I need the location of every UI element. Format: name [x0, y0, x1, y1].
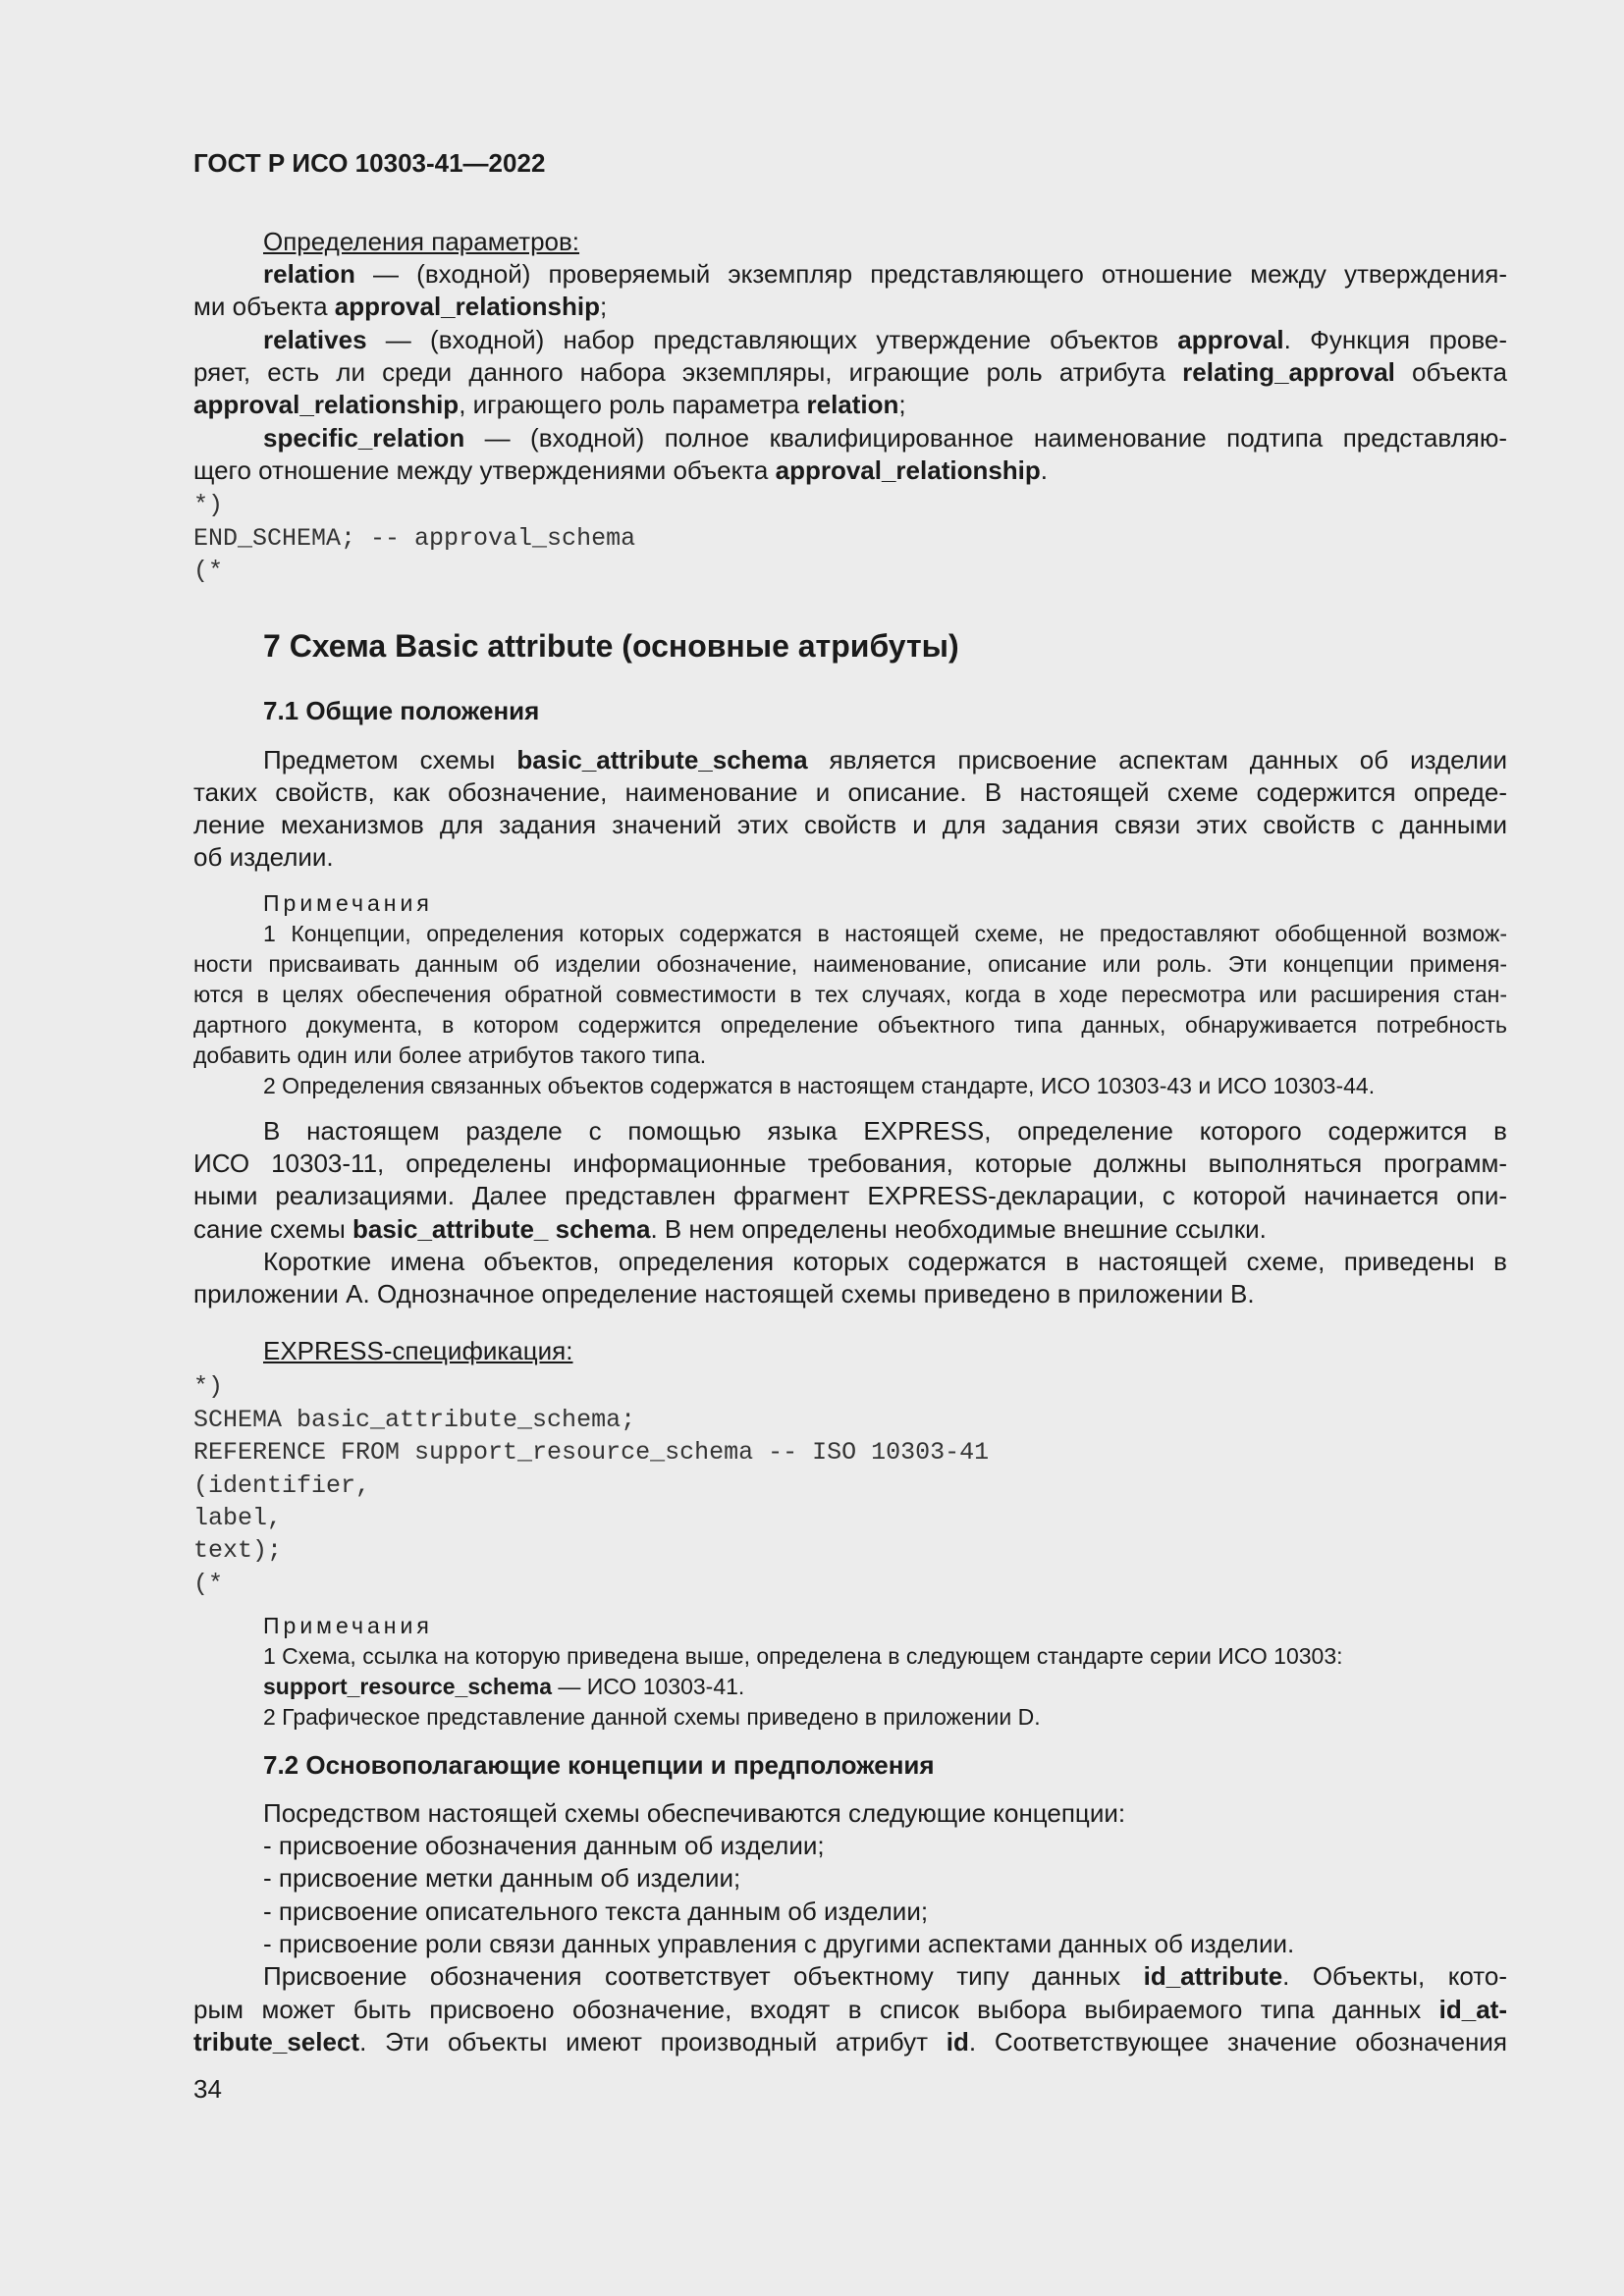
p3-line-2: приложении А. Однозначное определение настоящей схемы приведено в приложении В. [193, 1279, 1255, 1308]
code2-line-1: *) [193, 1372, 224, 1401]
params-title: Определения параметров: [263, 227, 580, 256]
params-line-2: ми объекта approval_relationship; [193, 292, 608, 321]
notes1-line-2: ности присваивать данным об изделии обозначение, наименование, описание или роль. Эти концепции применя- [193, 951, 1507, 977]
code1-line-2: END_SCHEMA; -- approval_schema [193, 524, 636, 553]
p4-line-1: Посредством настоящей схемы обеспечиваются следующие концепции: [263, 1798, 1126, 1828]
p1-line-3: ление механизмов для задания значений этих свойств и для задания связи этих свойств с данными [193, 810, 1507, 839]
notes2-line-3: 2 Графическое представление данной схемы приведено в приложении D. [263, 1704, 1041, 1730]
code2-line-4: (identifier, [193, 1471, 371, 1500]
notes1-line-1: 1 Концепции, определения которых содержатся в настоящей схеме, не предоставляют обобщенной возмож- [263, 921, 1507, 946]
notes2-line-2: support_resource_schema — ИСО 10303-41. [263, 1674, 745, 1699]
params-line-5: approval_relationship, играющего роль параметра relation; [193, 390, 906, 419]
params-line-6: specific_relation — (входной) полное квалифицированное наименование подтипа представляю- [263, 423, 1507, 453]
p1-line-4: об изделии. [193, 842, 334, 872]
code2-line-2: SCHEMA basic_attribute_schema; [193, 1406, 636, 1434]
p2-line-2: ИСО 10303-11, определены информационные требования, которые должны выполняться программ- [193, 1148, 1507, 1178]
p4-list-item-3: - присвоение описательного текста данным об изделии; [263, 1896, 929, 1926]
p5-line-2: рым может быть присвоено обозначение, входят в список выбора выбираемого типа данных id_at- [193, 1995, 1507, 2024]
notes1-line-3: ются в целях обеспечения обратной совместимости в тех случаях, когда в ходе пересмотра или расширения стан- [193, 982, 1507, 1007]
section-7-2-heading: 7.2 Основополагающие концепции и предположения [263, 1750, 935, 1780]
params-line-1: relation — (входной) проверяемый экземпляр представляющего отношение между утверждения- [263, 259, 1507, 289]
notes1-line-4: дартного документа, в котором содержится определение объектного типа данных, обнаруживается потребность [193, 1012, 1507, 1038]
p5-line-1: Присвоение обозначения соответствует объектному типу данных id_attribute. Объекты, кото- [263, 1961, 1507, 1991]
p2-line-1: В настоящем разделе с помощью языка EXPRESS, определение которого содержится в [263, 1116, 1507, 1146]
section-7-1-heading: 7.1 Общие положения [263, 696, 540, 725]
code2-line-5: label, [193, 1504, 283, 1532]
notes2-title: Примечания [263, 1613, 433, 1638]
params-line-3: relatives — (входной) набор представляющих утверждение объектов approval. Функция прове- [263, 325, 1507, 354]
section-7-heading: 7 Схема Basic attribute (основные атрибуты) [263, 628, 959, 664]
code2-line-7: (* [193, 1570, 224, 1598]
notes2-line-1: 1 Схема, ссылка на которую приведена выше, определена в следующем стандарте серии ИСО 10303: [263, 1643, 1343, 1669]
p1-line-1: Предметом схемы basic_attribute_schema является присвоение аспектам данных об изделии [263, 745, 1507, 774]
p3-line-1: Короткие имена объектов, определения которых содержатся в настоящей схеме, приведены в [263, 1247, 1507, 1276]
p2-line-4: сание схемы basic_attribute_ schema. В нем определены необходимые внешние ссылки. [193, 1214, 1267, 1244]
p2-line-3: ными реализациями. Далее представлен фрагмент EXPRESS-декларации, с которой начинается опи- [193, 1181, 1507, 1210]
notes1-line-5: добавить один или более атрибутов такого типа. [193, 1042, 707, 1068]
code1-line-3: (* [193, 557, 224, 585]
params-line-4: ряет, есть ли среди данного набора экземпляры, играющие роль атрибута relating_approval объекта [193, 357, 1507, 387]
notes1-title: Примечания [263, 890, 433, 916]
p5-line-3: tribute_select. Эти объекты имеют производный атрибут id. Соответствующее значение обозначения [193, 2027, 1507, 2056]
code2-line-3: REFERENCE FROM support_resource_schema -- ISO 10303-41 [193, 1438, 990, 1467]
p1-line-2: таких свойств, как обозначение, наименование и описание. В настоящей схеме содержится опреде- [193, 777, 1507, 807]
notes1-line-6: 2 Определения связанных объектов содержатся в настоящем стандарте, ИСО 10303-43 и ИСО 10303-44. [263, 1073, 1376, 1098]
code1-line-1: *) [193, 491, 224, 519]
params-line-7: щего отношение между утверждениями объекта approval_relationship. [193, 455, 1049, 485]
document-header: ГОСТ Р ИСО 10303-41—2022 [193, 148, 546, 178]
code2-line-6: text); [193, 1536, 283, 1565]
page-number: 34 [193, 2074, 222, 2104]
p4-list-item-4: - присвоение роли связи данных управления с другими аспектами данных об изделии. [263, 1929, 1295, 1958]
express-spec-title: EXPRESS-спецификация: [263, 1336, 573, 1365]
p4-list-item-2: - присвоение метки данным об изделии; [263, 1863, 741, 1893]
p4-list-item-1: - присвоение обозначения данным об изделии; [263, 1831, 825, 1860]
